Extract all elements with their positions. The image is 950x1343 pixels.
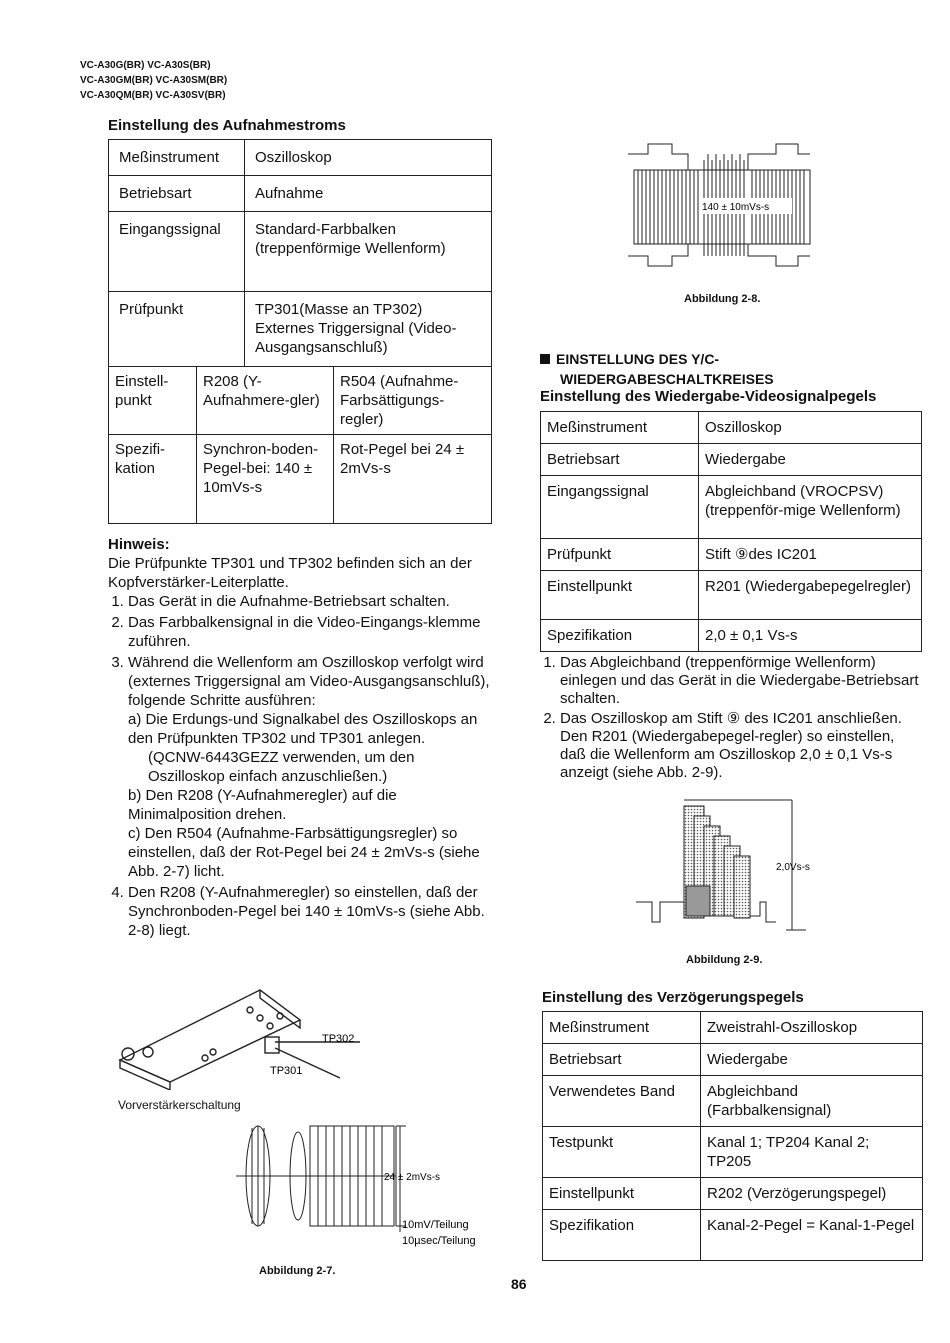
- table-cell: R201 (Wiedergabepegelregler): [699, 571, 922, 620]
- model-numbers: [80, 58, 227, 103]
- table-row: [541, 412, 922, 444]
- note-title: Hinweis:: [108, 536, 170, 553]
- table-cell: Einstellpunkt: [541, 571, 699, 620]
- waveform-figure-2-8: [628, 140, 812, 278]
- list-item: 1. Das Gerät in die Aufnahme-Betriebsart schalten.: [128, 592, 492, 611]
- table-row: [109, 292, 492, 367]
- page-number: 86: [511, 1276, 527, 1292]
- section-heading-yc: [540, 349, 774, 389]
- table-row: [543, 1044, 923, 1076]
- list-item: 1. Das Abgleichband (treppenförmige Wellenform) einlegen und das Gerät in die Wiedergabe-Betriebsart schalten.: [560, 654, 922, 708]
- table-cell: R504 (Aufnahme-Farbsättigungs-regler): [334, 367, 492, 435]
- table-cell: Wiedergabe: [701, 1044, 923, 1076]
- table-cell: Meßinstrument: [109, 140, 245, 176]
- table-row: [543, 1012, 923, 1044]
- instructions-right: [540, 654, 922, 784]
- preamp-board-illustration: [110, 982, 380, 1090]
- table-cell: Eingangssignal: [109, 212, 245, 292]
- section-title-recording-current: Einstellung des Aufnahmestroms: [108, 117, 346, 134]
- table-cell: Aufnahme: [245, 176, 492, 212]
- list-item: [128, 653, 492, 881]
- figure-caption: Abbildung 2-8.: [684, 293, 761, 305]
- step-text: Während die Wellenform am Oszilloskop verfolgt wird (externes Triggersignal am Video-Ausgangsanschluß), folgende Schritte ausführen:: [128, 654, 490, 709]
- table-row: [109, 140, 492, 176]
- board-caption: Vorverstärkerschaltung: [118, 1098, 241, 1112]
- model-line: VC-A30QM(BR) VC-A30SV(BR): [80, 90, 226, 101]
- table-cell: Testpunkt: [543, 1127, 701, 1178]
- subtitle-playback-level: Einstellung des Wiedergabe-Videosignalpegels: [540, 388, 877, 405]
- table-cell: R202 (Verzögerungspegel): [701, 1178, 923, 1210]
- table-row: [109, 435, 492, 524]
- waveform-figure-2-7: [236, 1118, 496, 1252]
- list-item: 2. Das Farbbalkensignal in die Video-Eingangs-klemme zuführen.: [128, 613, 492, 651]
- table-row: [543, 1076, 923, 1127]
- table-cell: Meßinstrument: [543, 1012, 701, 1044]
- table-cell: Einstellpunkt: [543, 1178, 701, 1210]
- table-row: [109, 212, 492, 292]
- adjustment-table-1: [108, 366, 492, 524]
- tp302-label: TP302: [322, 1033, 355, 1045]
- table-row: [541, 476, 922, 539]
- table-cell: Kanal 1; TP204 Kanal 2; TP205: [701, 1127, 923, 1178]
- bullet-square-icon: [540, 354, 550, 364]
- level-label: 24 ± 2mVs-s: [384, 1172, 441, 1183]
- substep: c) Den R504 (Aufnahme-Farbsättigungsregler) so einstellen, daß der Rot-Pegel bei 24 ± 2mVs-s (siehe Abb. 2-7) licht.: [128, 825, 480, 880]
- level-label: 2,0Vs-s: [776, 862, 810, 873]
- table-row: [543, 1210, 923, 1261]
- figure-caption: Abbildung 2-7.: [259, 1265, 336, 1277]
- table-cell: 2,0 ± 0,1 Vs-s: [699, 620, 922, 652]
- table-cell: Zweistrahl-Oszilloskop: [701, 1012, 923, 1044]
- table-row: [109, 367, 492, 435]
- table-cell: Betriebsart: [541, 444, 699, 476]
- table-cell: Abgleichband (Farbbalkensignal): [701, 1076, 923, 1127]
- substep: a) Die Erdungs-und Signalkabel des Oszilloskops an den Prüfpunkten TP302 und TP301 anlegen.: [128, 711, 478, 747]
- table-cell: Spezifikation: [541, 620, 699, 652]
- table-cell: Einstell-punkt: [109, 367, 197, 435]
- measurement-table-4: [542, 1011, 923, 1261]
- substep-note: (QCNW-6443GEZZ verwenden, um den Oszilloskop einfach anzuschließen.): [148, 749, 415, 785]
- table-row: [541, 539, 922, 571]
- figure-caption: Abbildung 2-9.: [686, 954, 763, 966]
- table-cell: Oszilloskop: [245, 140, 492, 176]
- table-cell: Wiedergabe: [699, 444, 922, 476]
- table-cell: Eingangssignal: [541, 476, 699, 539]
- table-cell: Prüfpunkt: [541, 539, 699, 571]
- substep: b) Den R208 (Y-Aufnahmeregler) auf die Minimalposition drehen.: [128, 787, 397, 823]
- table-cell: Rot-Pegel bei 24 ± 2mVs-s: [334, 435, 492, 524]
- table-row: [541, 444, 922, 476]
- waveform-figure-2-9: [636, 796, 836, 936]
- table-cell: Betriebsart: [543, 1044, 701, 1076]
- table-cell: Kanal-2-Pegel = Kanal-1-Pegel: [701, 1210, 923, 1261]
- table-cell: Spezifi-kation: [109, 435, 197, 524]
- level-label: 140 ± 10mVs-s: [702, 202, 770, 213]
- instructions-left: [108, 535, 492, 942]
- measurement-table-3: [540, 411, 922, 652]
- table-cell: Betriebsart: [109, 176, 245, 212]
- table-cell: Verwendetes Band: [543, 1076, 701, 1127]
- note-text: Die Prüfpunkte TP301 und TP302 befinden sich an der Kopfverstärker-Leiterplatte.: [108, 555, 472, 591]
- table-cell: Synchron-boden-Pegel-bei: 140 ± 10mVs-s: [197, 435, 334, 524]
- list-item: 2. Das Oszilloskop am Stift ⑨ des IC201 anschließen. Den R201 (Wiedergabepegel-regler) so einstellen, daß die Wellenform am Oszilloskop 2,0 ± 0,1 Vs-s anzeigt (siehe Abb. 2-9).: [560, 710, 922, 782]
- list-item: 4. Den R208 (Y-Aufnahmeregler) so einstellen, daß der Synchronboden-Pegel bei 140 ± 10mVs-s (siehe Abb. 2-8) liegt.: [128, 883, 492, 940]
- table-row: [109, 176, 492, 212]
- tp301-label: TP301: [270, 1065, 303, 1077]
- model-line: VC-A30GM(BR) VC-A30SM(BR): [80, 75, 228, 86]
- subtitle-delay-level: Einstellung des Verzögerungspegels: [542, 989, 804, 1006]
- heading-line: WIEDERGABESCHALTKREISES: [560, 371, 774, 387]
- scale-label-voltage: 10mV/Teilung: [402, 1219, 469, 1231]
- heading-line: EINSTELLUNG DES Y/C-: [556, 351, 720, 367]
- table-cell: R208 (Y-Aufnahmere-gler): [197, 367, 334, 435]
- table-row: [541, 571, 922, 620]
- table-cell: Meßinstrument: [541, 412, 699, 444]
- measurement-table-1: [108, 139, 492, 367]
- table-cell: Abgleichband (VROCPSV) (treppenför-mige Wellenform): [699, 476, 922, 539]
- table-cell: Oszilloskop: [699, 412, 922, 444]
- table-row: [541, 620, 922, 652]
- table-row: [543, 1127, 923, 1178]
- table-cell: TP301(Masse an TP302) Externes Triggersignal (Video-Ausgangsanschluß): [245, 292, 492, 367]
- table-row: [543, 1178, 923, 1210]
- model-line: VC-A30G(BR) VC-A30S(BR): [80, 60, 211, 71]
- scale-label-time: 10µsec/Teilung: [402, 1235, 476, 1247]
- table-cell: Stift ⑨des IC201: [699, 539, 922, 571]
- table-cell: Standard-Farbbalken (treppenförmige Wellenform): [245, 212, 492, 292]
- table-cell: Spezifikation: [543, 1210, 701, 1261]
- table-cell: Prüfpunkt: [109, 292, 245, 367]
